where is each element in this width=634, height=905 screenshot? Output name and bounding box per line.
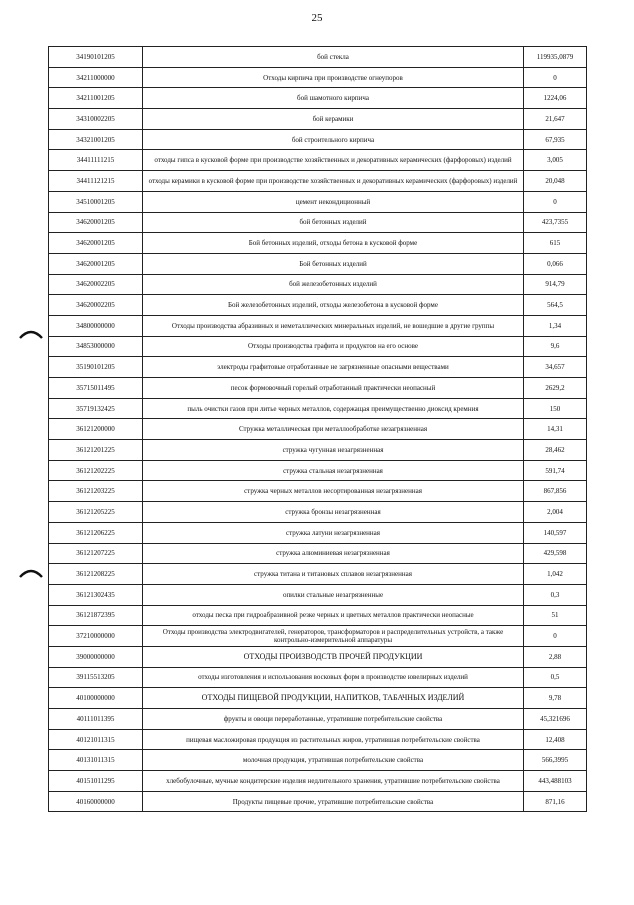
waste-quantity-cell: 2629,2 (524, 378, 587, 399)
table-row (49, 171, 587, 192)
waste-code-cell: 34411111215 (49, 150, 143, 171)
waste-code-cell: 40121011315 (49, 729, 143, 750)
table-row (49, 564, 587, 585)
waste-quantity-cell: 67,935 (524, 129, 587, 150)
waste-quantity-cell: 423,7355 (524, 212, 587, 233)
waste-code-cell: 36121205225 (49, 502, 143, 523)
waste-name-cell: бой железобетонных изделий (143, 274, 524, 295)
waste-name-cell: пыль очистки газов при литье черных металлов, содержащая преимущественно диоксид кремния (143, 398, 524, 419)
waste-quantity-cell: 0,066 (524, 253, 587, 274)
waste-quantity-cell: 867,856 (524, 481, 587, 502)
waste-name-cell: опилки стальные незагрязненные (143, 584, 524, 605)
table-row (49, 626, 587, 647)
waste-code-cell: 39115513205 (49, 667, 143, 688)
waste-quantity-cell: 1224,06 (524, 88, 587, 109)
waste-name-cell: бой шамотного кирпича (143, 88, 524, 109)
waste-quantity-cell: 564,5 (524, 295, 587, 316)
table-row (49, 667, 587, 688)
waste-code-cell: 34510001205 (49, 191, 143, 212)
waste-name-cell: стружка титана и титановых сплавов незагрязненная (143, 564, 524, 585)
waste-quantity-cell: 34,657 (524, 357, 587, 378)
table-row (49, 398, 587, 419)
waste-code-cell: 35190101205 (49, 357, 143, 378)
waste-quantity-cell: 9,6 (524, 336, 587, 357)
waste-quantity-cell: 140,597 (524, 522, 587, 543)
waste-quantity-cell: 14,31 (524, 419, 587, 440)
waste-name-cell: Стружка металлическая при металлообработке незагрязненная (143, 419, 524, 440)
waste-code-cell: 36121208225 (49, 564, 143, 585)
table-row (49, 88, 587, 109)
waste-name-cell: ОТХОДЫ ПИЩЕВОЙ ПРОДУКЦИИ, НАПИТКОВ, ТАБАЧНЫХ ИЗДЕЛИЙ (143, 688, 524, 709)
waste-quantity-cell: 0 (524, 626, 587, 647)
waste-code-cell: 34211001205 (49, 88, 143, 109)
waste-quantity-cell: 3,005 (524, 150, 587, 171)
waste-code-cell: 34620002205 (49, 274, 143, 295)
waste-quantity-cell: 9,78 (524, 688, 587, 709)
waste-name-cell: стружка латуни незагрязненная (143, 522, 524, 543)
waste-code-cell: 34190101205 (49, 47, 143, 68)
waste-name-cell: отходы керамики в кусковой форме при производстве хозяйственных и декоративных керамических (фарфоровых) изделий (143, 171, 524, 192)
waste-name-cell: бой бетонных изделий (143, 212, 524, 233)
waste-name-cell: отходы гипса в кусковой форме при производстве хозяйственных и декоративных керамических (фарфоровых) изделий (143, 150, 524, 171)
waste-name-cell: ОТХОДЫ ПРОИЗВОДСТВ ПРОЧЕЙ ПРОДУКЦИИ (143, 646, 524, 667)
waste-quantity-cell: 914,79 (524, 274, 587, 295)
waste-quantity-cell: 45,321696 (524, 709, 587, 730)
waste-quantity-cell: 51 (524, 605, 587, 626)
waste-quantity-cell: 150 (524, 398, 587, 419)
waste-code-cell: 34310002205 (49, 109, 143, 130)
waste-name-cell: Бой бетонных изделий (143, 253, 524, 274)
waste-quantity-cell: 1,042 (524, 564, 587, 585)
table-row (49, 191, 587, 212)
table-row (49, 460, 587, 481)
table-row (49, 605, 587, 626)
table-row (49, 709, 587, 730)
waste-name-cell: стружка черных металлов несортированная незагрязненная (143, 481, 524, 502)
waste-name-cell: бой строительного кирпича (143, 129, 524, 150)
table-row (49, 212, 587, 233)
waste-name-cell: отходы изготовления и использования восковых форм в производстве ювелирных изделий (143, 667, 524, 688)
table-row (49, 67, 587, 88)
waste-name-cell: бой керамики (143, 109, 524, 130)
table-row (49, 109, 587, 130)
waste-code-cell: 36121302435 (49, 584, 143, 605)
waste-code-cell: 34620001205 (49, 212, 143, 233)
waste-code-cell: 34211000000 (49, 67, 143, 88)
waste-code-cell: 34620002205 (49, 295, 143, 316)
waste-code-cell: 35719132425 (49, 398, 143, 419)
waste-name-cell: бой стекла (143, 47, 524, 68)
binding-hole-mark (18, 565, 44, 579)
waste-quantity-cell: 21,647 (524, 109, 587, 130)
waste-quantity-cell: 119935,0879 (524, 47, 587, 68)
waste-code-cell: 40131011315 (49, 750, 143, 771)
waste-table (48, 46, 587, 812)
waste-name-cell: фрукты и овощи переработанные, утратившие потребительские свойства (143, 709, 524, 730)
table-row (49, 295, 587, 316)
waste-quantity-cell: 443,488103 (524, 771, 587, 792)
table-row (49, 502, 587, 523)
waste-code-cell: 34620001205 (49, 253, 143, 274)
waste-quantity-cell: 566,3995 (524, 750, 587, 771)
waste-name-cell: Бой бетонных изделий, отходы бетона в кусковой форме (143, 233, 524, 254)
waste-code-cell: 40160000000 (49, 791, 143, 812)
table-row (49, 47, 587, 68)
waste-code-cell: 34800000000 (49, 315, 143, 336)
table-row (49, 357, 587, 378)
table-row (49, 315, 587, 336)
waste-code-cell: 40100000000 (49, 688, 143, 709)
table-row (49, 378, 587, 399)
waste-quantity-cell: 429,598 (524, 543, 587, 564)
waste-code-cell: 36121206225 (49, 522, 143, 543)
table-row (49, 729, 587, 750)
table-row (49, 336, 587, 357)
table-row (49, 522, 587, 543)
waste-name-cell: песок формовочный горелый отработанный практически неопасный (143, 378, 524, 399)
waste-code-cell: 36121203225 (49, 481, 143, 502)
waste-name-cell: пищевая масложировая продукция из растительных жиров, утратившая потребительские свойства (143, 729, 524, 750)
waste-name-cell: стружка стальная незагрязненная (143, 460, 524, 481)
waste-name-cell: Отходы производства электродвигателей, генераторов, трансформаторов и распределительных устройств, а также контрольно-измерительной аппаратуры (143, 626, 524, 647)
waste-quantity-cell: 871,16 (524, 791, 587, 812)
waste-name-cell: Отходы производства абразивных и неметаллических минеральных изделий, не вошедшие в другие группы (143, 315, 524, 336)
waste-code-cell: 40151011295 (49, 771, 143, 792)
waste-quantity-cell: 0,5 (524, 667, 587, 688)
waste-name-cell: отходы песка при гидроабразивной резке черных и цветных металлов практически неопасные (143, 605, 524, 626)
waste-code-cell: 36121202225 (49, 460, 143, 481)
waste-code-cell: 34620001205 (49, 233, 143, 254)
waste-name-cell: стружка алюминиевая незагрязненная (143, 543, 524, 564)
waste-quantity-cell: 615 (524, 233, 587, 254)
waste-quantity-cell: 12,408 (524, 729, 587, 750)
waste-name-cell: цемент некондиционный (143, 191, 524, 212)
table-row (49, 584, 587, 605)
waste-code-cell: 36121200000 (49, 419, 143, 440)
table-row (49, 150, 587, 171)
waste-code-cell: 34411121215 (49, 171, 143, 192)
waste-code-cell: 36121201225 (49, 440, 143, 461)
waste-code-cell: 40111011395 (49, 709, 143, 730)
waste-name-cell: стружка бронзы незагрязненная (143, 502, 524, 523)
waste-name-cell: молочная продукция, утратившая потребительские свойства (143, 750, 524, 771)
waste-quantity-cell: 0 (524, 191, 587, 212)
waste-quantity-cell: 2,88 (524, 646, 587, 667)
binding-hole-mark (18, 326, 44, 340)
waste-name-cell: Отходы производства графита и продуктов на его основе (143, 336, 524, 357)
table-row (49, 253, 587, 274)
waste-code-cell: 35715011495 (49, 378, 143, 399)
table-row (49, 233, 587, 254)
table-row (49, 771, 587, 792)
waste-code-cell: 34321001205 (49, 129, 143, 150)
table-row (49, 481, 587, 502)
waste-code-cell: 36121207225 (49, 543, 143, 564)
waste-name-cell: электроды графитовые отработанные не загрязненные опасными веществами (143, 357, 524, 378)
table-row (49, 646, 587, 667)
table-row (49, 750, 587, 771)
table-row (49, 129, 587, 150)
waste-name-cell: стружка чугунная незагрязненная (143, 440, 524, 461)
table-row (49, 688, 587, 709)
table-row (49, 543, 587, 564)
waste-quantity-cell: 2,004 (524, 502, 587, 523)
waste-quantity-cell: 20,048 (524, 171, 587, 192)
waste-code-cell: 36121872395 (49, 605, 143, 626)
waste-name-cell: Продукты пищевые прочие, утратившие потребительские свойства (143, 791, 524, 812)
table-row (49, 440, 587, 461)
waste-quantity-cell: 28,462 (524, 440, 587, 461)
waste-name-cell: Бой железобетонных изделий, отходы железобетона в кусковой форме (143, 295, 524, 316)
page-number: 25 (311, 12, 323, 24)
table-row (49, 791, 587, 812)
waste-quantity-cell: 591,74 (524, 460, 587, 481)
waste-code-cell: 37210000000 (49, 626, 143, 647)
waste-name-cell: Отходы кирпича при производстве огнеупоров (143, 67, 524, 88)
waste-code-cell: 39000000000 (49, 646, 143, 667)
waste-name-cell: хлебобулочные, мучные кондитерские изделия недлительного хранения, утратившие потребительские свойства (143, 771, 524, 792)
table-row (49, 274, 587, 295)
waste-quantity-cell: 1,34 (524, 315, 587, 336)
waste-quantity-cell: 0 (524, 67, 587, 88)
waste-code-cell: 34853000000 (49, 336, 143, 357)
waste-quantity-cell: 0,3 (524, 584, 587, 605)
table-row (49, 419, 587, 440)
